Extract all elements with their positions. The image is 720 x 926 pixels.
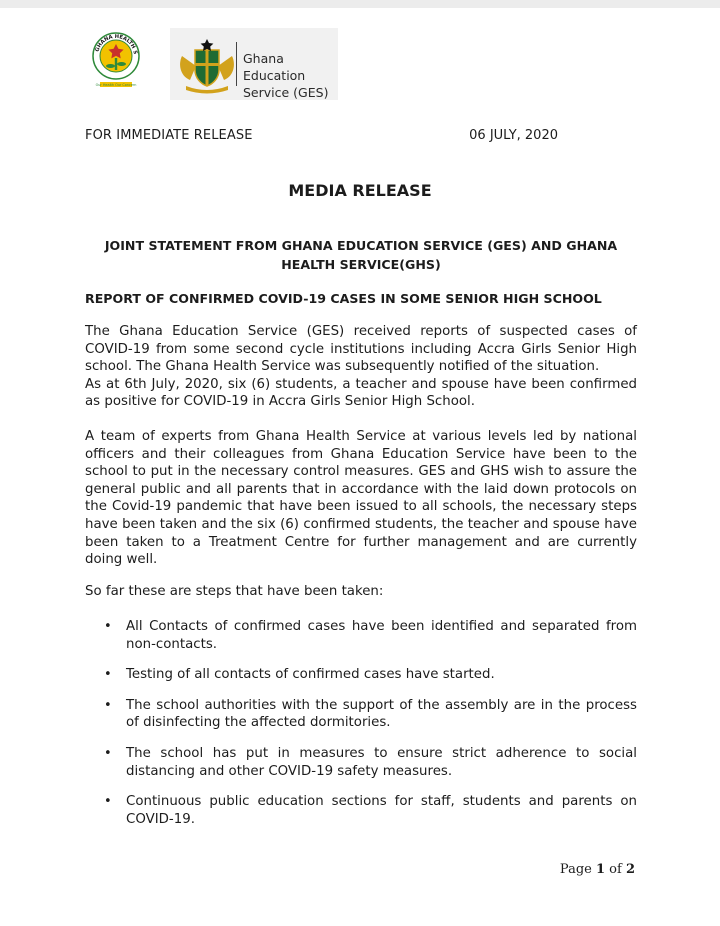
logo-divider	[236, 42, 237, 86]
release-date: 06 JULY, 2020	[469, 128, 558, 143]
report-heading: REPORT OF CONFIRMED COVID-19 CASES IN SOME SENIOR HIGH SCHOOL	[85, 291, 602, 306]
paragraph-confirmed-text: As at 6th July, 2020, six (6) students, a teacher and spouse have been confirmed as positive for COVID-19 in Accra Girls Senior High School.	[85, 376, 637, 410]
ghana-health-service-logo	[88, 22, 144, 94]
bullet-icon: •	[104, 697, 112, 713]
list-item: • Testing of all contacts of confirmed cases have started.	[104, 667, 495, 683]
paragraph-reports-text: The Ghana Education Service (GES) received reports of suspected cases of COVID-19 from some second cycle institutions including Accra Girls Senior High school. The Ghana Health Service was subsequently notified of the situation.	[85, 324, 637, 375]
steps-list	[85, 618, 637, 841]
release-label: FOR IMMEDIATE RELEASE	[85, 128, 253, 143]
list-item: • Continuous public education sections for staff, students and parents on COVID-19.	[104, 794, 637, 827]
bullet-icon: •	[104, 667, 112, 683]
coat-of-arms-icon	[176, 36, 238, 94]
bullet-icon: •	[104, 619, 112, 634]
joint-statement-heading: JOINT STATEMENT FROM GHANA EDUCATION SERVICE (GES) AND GHANA HEALTH SERVICE(GHS)	[104, 238, 618, 272]
top-strip	[0, 0, 720, 8]
bullet-icon: •	[104, 745, 112, 761]
svg-text:GHANA HEALTH SERVICE: GHANA HEALTH S	[94, 33, 138, 55]
page-number: Page 1 of 2	[559, 862, 635, 877]
bullet-icon: •	[104, 794, 112, 810]
ges-name-line1: Ghana Education	[243, 51, 306, 83]
ges-name-line2: Service (GES)	[243, 85, 329, 100]
list-item: • The school authorities with the support of the assembly are in the process of disinfecting the affected dormitories.	[104, 697, 637, 731]
list-item: • The school has put in measures to ensure strict adherence to social distancing and other COVID-19 safety measures.	[104, 745, 637, 779]
svg-text:Our Health Our Concern: Our Health Our Concern	[95, 83, 137, 87]
document-title: MEDIA RELEASE	[288, 181, 432, 200]
ghana-education-service-logo	[170, 28, 338, 100]
paragraph-steps-intro: So far these are steps that have been taken:	[85, 584, 384, 599]
paragraph-experts: A team of experts from Ghana Health Service at various levels led by national officers and their colleagues from Ghana Education Service have been to the school to put in the necessary control measures. GES and GHS wish to assure the general public and all parents that in accordance with the laid down protocols on the Covid-19 pandemic that have been issued to all schools, the necessary steps have been taken and the six (6) confirmed students, the teacher and spouse have been taken to a Treatment Centre for further management and are currently doing well.	[85, 429, 637, 568]
paragraph-reports	[85, 323, 637, 411]
ges-name	[243, 50, 338, 101]
list-item: • All Contacts of confirmed cases have been identified and separated from non-contacts.	[104, 619, 637, 652]
